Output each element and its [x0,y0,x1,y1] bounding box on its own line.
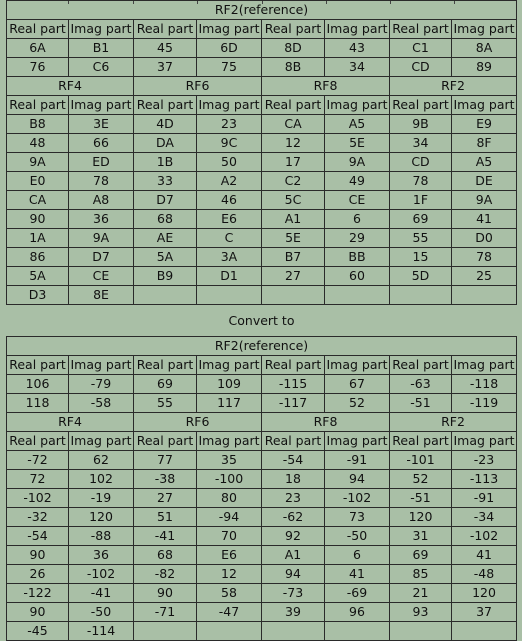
data-cell[interactable]: 18 [262,470,325,489]
data-cell[interactable]: 94 [325,470,390,489]
data-cell[interactable]: -50 [69,603,134,622]
data-cell[interactable]: 8F [452,134,517,153]
convert-row [7,305,517,337]
data-cell[interactable]: 46 [197,191,262,210]
data-cell[interactable]: 6D [197,39,262,58]
section1-data-row [7,115,517,134]
column-header-cell[interactable]: Real part [134,20,197,39]
data-cell[interactable]: AE [134,229,197,248]
data-cell[interactable]: A1 [262,546,325,565]
column-header-cell[interactable]: Imag part [69,96,134,115]
data-cell[interactable]: 109 [197,375,262,394]
data-cell[interactable]: D7 [69,248,134,267]
data-cell[interactable]: CA [7,191,69,210]
data-cell[interactable]: E6 [197,210,262,229]
empty-cell[interactable] [325,286,390,305]
data-cell[interactable]: 9A [325,153,390,172]
data-cell[interactable]: 12 [262,134,325,153]
data-cell[interactable]: 9B [390,115,452,134]
data-cell[interactable]: -88 [69,527,134,546]
data-cell[interactable]: 27 [134,489,197,508]
section1-data-row [7,267,517,286]
data-cell[interactable]: B8 [7,115,69,134]
data-cell[interactable]: 12 [197,565,262,584]
data-cell[interactable]: 76 [7,58,69,77]
data-cell[interactable]: -23 [452,451,517,470]
data-cell[interactable]: 43 [325,39,390,58]
data-cell[interactable]: -50 [325,527,390,546]
empty-cell[interactable] [197,622,262,641]
data-cell[interactable]: 52 [390,470,452,489]
data-cell[interactable]: 78 [452,248,517,267]
data-cell[interactable]: D7 [134,191,197,210]
data-cell[interactable]: C [197,229,262,248]
data-cell[interactable]: B9 [134,267,197,286]
data-cell[interactable]: 45 [134,39,197,58]
section2-group-label-row [7,413,517,432]
data-table [6,0,517,641]
data-cell[interactable]: 5E [325,134,390,153]
data-cell[interactable]: 48 [7,134,69,153]
data-cell[interactable]: 34 [325,58,390,77]
data-cell[interactable]: 72 [7,470,69,489]
data-cell[interactable]: -51 [390,489,452,508]
data-cell[interactable]: A8 [69,191,134,210]
data-cell[interactable]: -41 [134,527,197,546]
data-cell[interactable]: C6 [69,58,134,77]
data-cell[interactable]: 25 [452,267,517,286]
data-cell[interactable]: 77 [134,451,197,470]
data-cell[interactable]: 90 [134,584,197,603]
group-label-cell[interactable]: RF6 [134,77,262,96]
data-cell[interactable]: -54 [7,527,69,546]
data-cell[interactable]: 3A [197,248,262,267]
data-cell[interactable]: 58 [197,584,262,603]
group-label-cell[interactable]: RF8 [262,77,390,96]
data-cell[interactable]: -82 [134,565,197,584]
data-cell[interactable]: -102 [69,565,134,584]
data-cell[interactable]: DA [134,134,197,153]
column-header-cell[interactable]: Real part [134,432,197,451]
data-cell[interactable]: -91 [452,489,517,508]
column-header-cell[interactable]: Imag part [452,432,517,451]
data-cell[interactable]: 60 [325,267,390,286]
section2-data-row [7,622,517,641]
data-cell[interactable]: 31 [390,527,452,546]
section1-group-label-row [7,77,517,96]
data-cell[interactable]: ED [69,153,134,172]
data-cell[interactable]: 78 [390,172,452,191]
data-cell[interactable]: -91 [325,451,390,470]
data-cell[interactable]: 6A [7,39,69,58]
data-cell[interactable]: 1B [134,153,197,172]
data-cell[interactable]: A5 [325,115,390,134]
data-cell[interactable]: 36 [69,546,134,565]
data-cell[interactable]: -117 [262,394,325,413]
data-cell[interactable]: 90 [7,546,69,565]
data-cell[interactable]: 70 [197,527,262,546]
data-cell[interactable]: E9 [452,115,517,134]
group-label-cell[interactable]: RF6 [134,413,262,432]
data-cell[interactable]: 96 [325,603,390,622]
data-cell[interactable]: 23 [262,489,325,508]
column-header-cell[interactable]: Real part [134,96,197,115]
data-cell[interactable]: -72 [7,451,69,470]
data-cell[interactable]: -51 [390,394,452,413]
data-cell[interactable]: 73 [325,508,390,527]
spreadsheet [6,0,516,641]
data-cell[interactable]: 69 [134,375,197,394]
data-cell[interactable]: -32 [7,508,69,527]
column-header-cell[interactable]: Imag part [69,356,134,375]
data-cell[interactable]: 66 [69,134,134,153]
section1-reference-row [7,39,517,58]
data-cell[interactable]: -115 [262,375,325,394]
data-cell[interactable]: -54 [262,451,325,470]
data-cell[interactable]: 27 [262,267,325,286]
column-header-cell[interactable]: Real part [390,356,452,375]
empty-cell[interactable] [452,622,517,641]
data-cell[interactable]: 9A [452,191,517,210]
data-cell[interactable]: -38 [134,470,197,489]
data-cell[interactable]: A2 [197,172,262,191]
data-cell[interactable]: -45 [7,622,69,641]
data-cell[interactable]: 49 [325,172,390,191]
data-cell[interactable]: -100 [197,470,262,489]
data-cell[interactable]: 68 [134,210,197,229]
data-cell[interactable]: 17 [262,153,325,172]
data-cell[interactable]: -47 [197,603,262,622]
data-cell[interactable]: -41 [69,584,134,603]
section1-data-row [7,286,517,305]
section2-data-row [7,565,517,584]
data-cell[interactable]: 8A [452,39,517,58]
section2-data-row [7,546,517,565]
section2-reference-row [7,375,517,394]
data-cell[interactable]: -79 [69,375,134,394]
data-cell[interactable]: 118 [7,394,69,413]
data-cell[interactable]: 55 [390,229,452,248]
data-cell[interactable]: 67 [325,375,390,394]
data-cell[interactable]: 36 [69,210,134,229]
column-header-cell[interactable]: Imag part [325,96,390,115]
data-cell[interactable]: 41 [325,565,390,584]
data-cell[interactable]: D3 [7,286,69,305]
section1-data-row [7,153,517,172]
section1-data-row [7,134,517,153]
section2-data-row [7,451,517,470]
column-header-cell[interactable]: Imag part [69,432,134,451]
column-header-cell[interactable]: Imag part [197,432,262,451]
column-header-cell[interactable]: Imag part [452,96,517,115]
data-cell[interactable]: 120 [69,508,134,527]
data-cell[interactable]: -73 [262,584,325,603]
empty-cell[interactable] [390,286,452,305]
data-cell[interactable]: -62 [262,508,325,527]
data-cell[interactable]: 39 [262,603,325,622]
data-cell[interactable]: 41 [452,210,517,229]
data-cell[interactable]: 89 [452,58,517,77]
column-header-cell[interactable]: Real part [7,432,69,451]
section2-reference-row [7,394,517,413]
data-cell[interactable]: 68 [134,546,197,565]
column-header-cell[interactable]: Real part [262,432,325,451]
data-cell[interactable]: 26 [7,565,69,584]
data-cell[interactable]: 52 [325,394,390,413]
empty-cell[interactable] [197,286,262,305]
data-cell[interactable]: -71 [134,603,197,622]
section-title-cell[interactable]: RF2(reference) [7,1,517,20]
data-cell[interactable]: 69 [390,546,452,565]
data-cell[interactable]: 51 [134,508,197,527]
data-cell[interactable]: 5A [7,267,69,286]
data-cell[interactable]: 9A [69,229,134,248]
data-cell[interactable]: -102 [452,527,517,546]
data-cell[interactable]: -114 [69,622,134,641]
section2-data-row [7,470,517,489]
data-cell[interactable]: B7 [262,248,325,267]
data-cell[interactable]: 93 [390,603,452,622]
column-header-cell[interactable]: Imag part [197,96,262,115]
data-cell[interactable]: BB [325,248,390,267]
data-cell[interactable]: -94 [197,508,262,527]
data-cell[interactable]: -118 [452,375,517,394]
data-cell[interactable]: 106 [7,375,69,394]
data-cell[interactable]: 6 [325,210,390,229]
section2-title-row [7,337,517,356]
section2-data-row [7,508,517,527]
data-cell[interactable]: 75 [197,58,262,77]
data-cell[interactable]: E0 [7,172,69,191]
section2-data-row [7,584,517,603]
data-cell[interactable]: 21 [390,584,452,603]
data-cell[interactable]: 86 [7,248,69,267]
data-cell[interactable]: 90 [7,210,69,229]
column-header-cell[interactable]: Imag part [452,20,517,39]
section1-data-row [7,172,517,191]
data-cell[interactable]: CD [390,153,452,172]
section1-data-row [7,248,517,267]
data-cell[interactable]: 102 [69,470,134,489]
data-cell[interactable]: 33 [134,172,197,191]
data-cell[interactable]: -101 [390,451,452,470]
data-cell[interactable]: 8B [262,58,325,77]
column-header-cell[interactable]: Real part [390,432,452,451]
empty-cell[interactable] [262,622,325,641]
data-cell[interactable]: 9C [197,134,262,153]
data-cell[interactable]: 78 [69,172,134,191]
group-label-cell[interactable]: RF8 [262,413,390,432]
data-cell[interactable]: C1 [390,39,452,58]
column-header-cell[interactable]: Real part [134,356,197,375]
column-header-cell[interactable]: Imag part [197,356,262,375]
column-header-cell[interactable]: Imag part [69,20,134,39]
data-cell[interactable]: 1F [390,191,452,210]
data-cell[interactable]: 62 [69,451,134,470]
section1-data-row [7,210,517,229]
data-cell[interactable]: 8D [262,39,325,58]
data-cell[interactable]: 5A [134,248,197,267]
section1-data-row [7,229,517,248]
data-cell[interactable]: 6 [325,546,390,565]
section2-column-header-row [7,356,517,375]
data-cell[interactable]: A1 [262,210,325,229]
column-header-cell[interactable]: Imag part [452,356,517,375]
data-cell[interactable]: D1 [197,267,262,286]
column-header-cell[interactable]: Real part [262,356,325,375]
empty-cell[interactable] [134,286,197,305]
data-cell[interactable]: DE [452,172,517,191]
empty-cell[interactable] [262,286,325,305]
data-cell[interactable]: 37 [134,58,197,77]
data-cell[interactable]: CE [325,191,390,210]
data-cell[interactable]: C2 [262,172,325,191]
section1-data-row [7,191,517,210]
data-cell[interactable]: 85 [390,565,452,584]
data-cell[interactable]: 120 [452,584,517,603]
column-header-cell[interactable]: Real part [262,20,325,39]
section2-column-header-row [7,432,517,451]
data-cell[interactable]: -48 [452,565,517,584]
data-cell[interactable]: 35 [197,451,262,470]
data-cell[interactable]: -69 [325,584,390,603]
column-header-cell[interactable]: Imag part [325,20,390,39]
column-header-cell[interactable]: Real part [390,96,452,115]
column-header-cell[interactable]: Imag part [197,20,262,39]
data-cell[interactable]: -113 [452,470,517,489]
data-cell[interactable]: 23 [197,115,262,134]
data-cell[interactable]: 117 [197,394,262,413]
data-cell[interactable]: CA [262,115,325,134]
column-header-cell[interactable]: Real part [7,356,69,375]
data-cell[interactable]: A5 [452,153,517,172]
data-cell[interactable]: 8E [69,286,134,305]
section2-data-row [7,603,517,622]
section1-column-header-row [7,20,517,39]
data-cell[interactable]: 37 [452,603,517,622]
section1-title-row [7,1,517,20]
column-header-cell[interactable]: Imag part [325,432,390,451]
data-cell[interactable]: -122 [7,584,69,603]
data-cell[interactable]: 15 [390,248,452,267]
data-cell[interactable]: 5C [262,191,325,210]
data-cell[interactable]: 50 [197,153,262,172]
group-label-cell[interactable]: RF2 [390,77,517,96]
data-cell[interactable]: 92 [262,527,325,546]
data-cell[interactable]: 5D [390,267,452,286]
data-cell[interactable]: 1A [7,229,69,248]
column-header-cell[interactable]: Real part [262,96,325,115]
data-cell[interactable]: 34 [390,134,452,153]
group-label-cell[interactable]: RF4 [7,413,134,432]
data-cell[interactable]: -19 [69,489,134,508]
empty-cell[interactable] [452,286,517,305]
section1-column-header-row [7,96,517,115]
data-cell[interactable]: 4D [134,115,197,134]
group-label-cell[interactable]: RF2 [390,413,517,432]
convert-label-cell[interactable]: Convert to [7,305,517,337]
data-cell[interactable]: CE [69,267,134,286]
data-cell[interactable]: 5E [262,229,325,248]
column-header-cell[interactable]: Real part [390,20,452,39]
data-cell[interactable]: -102 [7,489,69,508]
data-cell[interactable]: 55 [134,394,197,413]
data-cell[interactable]: B1 [69,39,134,58]
data-cell[interactable]: -119 [452,394,517,413]
data-cell[interactable]: 94 [262,565,325,584]
data-cell[interactable]: E6 [197,546,262,565]
data-cell[interactable]: -58 [69,394,134,413]
section2-data-row [7,489,517,508]
column-header-cell[interactable]: Real part [7,96,69,115]
data-cell[interactable]: 9A [7,153,69,172]
section2-data-row [7,527,517,546]
data-cell[interactable]: 29 [325,229,390,248]
data-cell[interactable]: 120 [390,508,452,527]
data-cell[interactable]: -102 [325,489,390,508]
data-cell[interactable]: 3E [69,115,134,134]
data-cell[interactable]: -63 [390,375,452,394]
data-cell[interactable]: 69 [390,210,452,229]
column-header-cell[interactable]: Imag part [325,356,390,375]
data-cell[interactable]: CD [390,58,452,77]
group-label-cell[interactable]: RF4 [7,77,134,96]
column-header-cell[interactable]: Real part [7,20,69,39]
data-cell[interactable]: D0 [452,229,517,248]
data-cell[interactable]: -34 [452,508,517,527]
empty-cell[interactable] [390,622,452,641]
data-cell[interactable]: 41 [452,546,517,565]
empty-cell[interactable] [134,622,197,641]
data-cell[interactable]: 80 [197,489,262,508]
section1-reference-row [7,58,517,77]
section-title-cell[interactable]: RF2(reference) [7,337,517,356]
data-cell[interactable]: 90 [7,603,69,622]
empty-cell[interactable] [325,622,390,641]
